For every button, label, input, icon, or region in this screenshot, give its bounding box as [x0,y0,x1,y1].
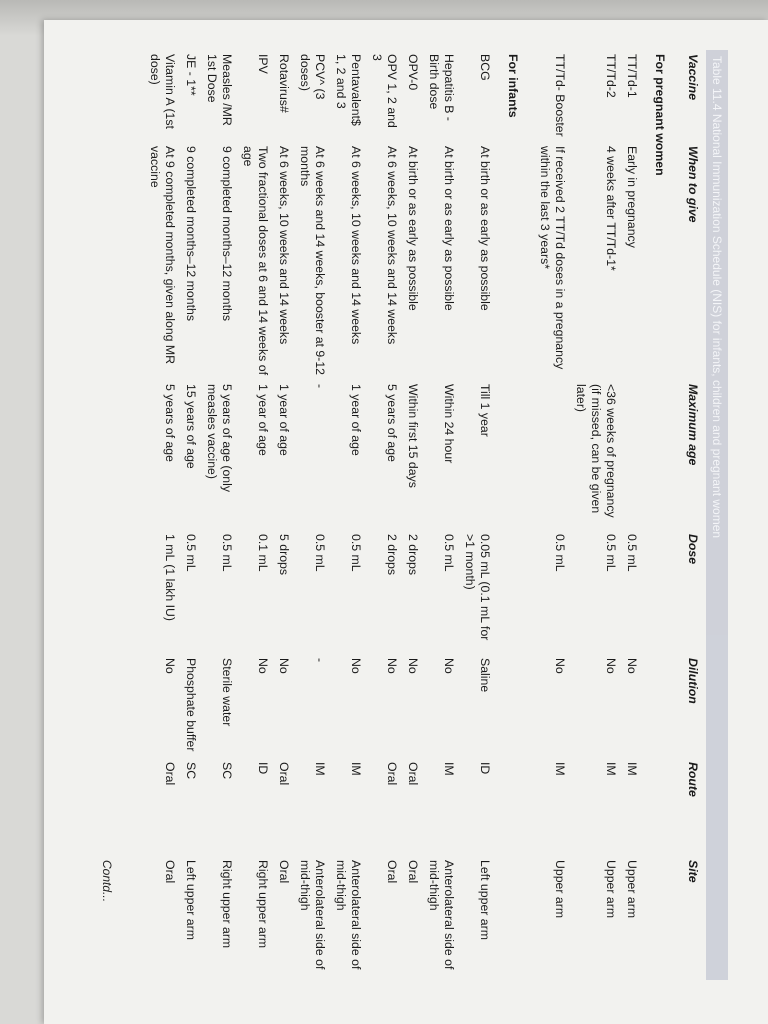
table-row [273,50,294,980]
table-row [330,50,366,980]
table-cell: Oral [385,860,399,884]
column-header: Maximum age [686,384,700,466]
table-row [144,50,180,980]
table-cell: Within first 15 days [406,384,420,488]
table-cell [621,380,642,530]
continued-note: Contd... [100,860,114,903]
table-cell: No [406,658,420,674]
table-row [294,50,330,980]
table-cell: Rotavirus# [277,54,291,113]
table-cell: JE - 1** [184,54,198,96]
table-row [366,50,402,980]
table-cell: Oral [163,860,177,884]
table-cell: IM [349,762,363,776]
table-cell: Oral [277,860,291,884]
table-cell: ID [478,762,492,775]
table-cell: 4 weeks after TT/Td-1* [604,146,618,271]
table-cell: At 6 weeks, 10 weeks and 14 weeks [349,146,363,345]
table-cell: 5 years of age (only measles vaccine) [205,384,234,493]
table-cell: Vitamin A (1st dose) [148,54,177,129]
table-cell: BCG [478,54,492,81]
rotated-table-area [88,50,728,980]
table-cell: Oral [406,860,420,884]
table-cell: 5 years of age [163,384,177,462]
table-cell: No [625,658,639,674]
table-row [621,50,642,980]
table-cell: 1 year of age [256,384,270,456]
table-cell: Left upper arm [478,860,492,940]
table-cell: Two fractional doses at 6 and 14 weeks of age [241,146,270,375]
table-cell: No [277,658,291,674]
table-cell: 1 year of age [277,384,291,456]
table-cell: Upper arm [553,860,567,919]
table-row [534,50,570,980]
table-cell: At 6 weeks, 10 weeks and 14 weeks [277,146,291,345]
table-cell: Right upper arm [220,860,234,949]
table-cell: Early in pregnancy [625,146,639,248]
table-cell: IM [442,762,456,776]
table-cell: No [604,658,618,674]
table-row [180,50,201,980]
column-header: Dose [686,534,700,565]
table-cell: If received 2 TT/Td doses in a pregnancy within the last 3 years* [538,146,567,370]
table-cell: IM [553,762,567,776]
table-cell: At 9 completed months, given along MR vaccine [148,146,177,365]
table-cell: - [313,384,327,389]
table-row [402,50,423,980]
table-cell: Pentavalent$ 1, 2 and 3 [334,54,363,126]
table-cell: Anterolateral side of mid-thigh [427,860,456,970]
table-cell: OPV 1, 2 and 3 [370,54,399,128]
table-cell: 0.5 mL [220,534,234,572]
table-cell: 5 drops [277,534,291,576]
table-row [201,50,237,980]
table-cell: OPV-0 [406,54,420,91]
table-cell: At birth or as early as possible [478,146,492,311]
table-cell: Within 24 hour [442,384,456,464]
table-cell: IM [625,762,639,776]
immunization-schedule-table [144,50,704,980]
column-header: Site [686,860,700,883]
table-row [423,50,459,980]
table-cell: No [442,658,456,674]
table-cell: Hepatitis B - Birth dose [427,54,456,121]
section-row [642,50,681,980]
table-header-row [681,50,704,980]
table-cell: No [553,658,567,674]
table-cell: TT/Td- Booster [553,54,567,137]
table-row [459,50,495,980]
table-cell: SC [220,762,234,780]
table-cell: No [385,658,399,674]
table-cell: - [313,658,327,663]
section-row [495,50,534,980]
table-cell: Till 1 year [478,384,492,437]
table-cell: Oral [163,762,177,786]
table-cell: 0.1 mL [256,534,270,572]
column-header: Vaccine [686,54,700,101]
table-cell: IPV [256,54,270,74]
table-cell: ID [256,762,270,775]
document-page [44,20,768,1024]
section-title: For pregnant women [653,54,667,176]
table-row [237,50,273,980]
table-cell: 2 drops [385,534,399,576]
table-cell: No [349,658,363,674]
table-cell: 9 completed months–12 months [220,146,234,321]
table-body [144,50,681,980]
column-header: Dilution [686,658,700,704]
column-header: When to give [686,146,700,223]
table-cell: 0.5 mL [442,534,456,572]
table-cell: Upper arm [604,860,618,919]
table-cell: 2 drops [406,534,420,576]
table-cell: Saline [478,658,492,693]
table-cell: Anterolateral side of mid-thigh [298,860,327,970]
table-cell: TT/Td-2 [604,54,618,98]
table-cell: At birth or as early as possible [442,146,456,311]
table-cell: Oral [385,762,399,786]
table-cell: Oral [406,762,420,786]
table-cell: 0.5 mL [553,534,567,572]
table-cell: Sterile water [220,658,234,727]
table-cell: 0.5 mL [184,534,198,572]
table-cell: 5 years of age [385,384,399,462]
table-cell: SC [184,762,198,780]
table-cell: Phosphate buffer [184,658,198,752]
table-row [570,50,621,980]
table-cell: IM [313,762,327,776]
table-cell [534,380,570,530]
table-cell: 1 year of age [349,384,363,456]
section-title: For infants [506,54,520,118]
table-cell: PCV^ (3 doses) [298,54,327,100]
table-cell: Left upper arm [184,860,198,940]
table-cell: 0.5 mL [313,534,327,572]
column-header: Route [686,762,700,797]
table-cell: 0.05 mL (0.1 mL for >1 month) [463,534,492,641]
table-cell: 15 years of age [184,384,198,469]
table-cell: TT/Td-1 [625,54,639,98]
table-cell: At 6 weeks and 14 weeks, booster at 9-12 months [298,146,327,375]
table-cell: Upper arm [625,860,639,919]
table-cell: 0.5 mL [349,534,363,572]
table-cell: No [163,658,177,674]
table-cell: 1 mL (1 lakh IU) [163,534,177,622]
table-cell: Right upper arm [256,860,270,949]
table-caption: Table 11.4 National Immunization Schedule (NIS) for infants, children and pregnant women [706,50,728,980]
table-cell: No [256,658,270,674]
table-cell: 0.5 mL [625,534,639,572]
table-cell: 9 completed months–12 months [184,146,198,321]
table-cell: Measles /MR 1st Dose [205,54,234,126]
table-cell: <36 weeks of pregnancy (if missed, can be given later) [574,384,618,518]
table-cell: IM [604,762,618,776]
table-cell: At birth or as early as possible [406,146,420,311]
table-cell: Anterolateral side of mid-thigh [334,860,363,970]
table-cell: At 6 weeks, 10 weeks and 14 weeks [385,146,399,345]
table-cell: Oral [277,762,291,786]
table-cell: 0.5 mL [604,534,618,572]
